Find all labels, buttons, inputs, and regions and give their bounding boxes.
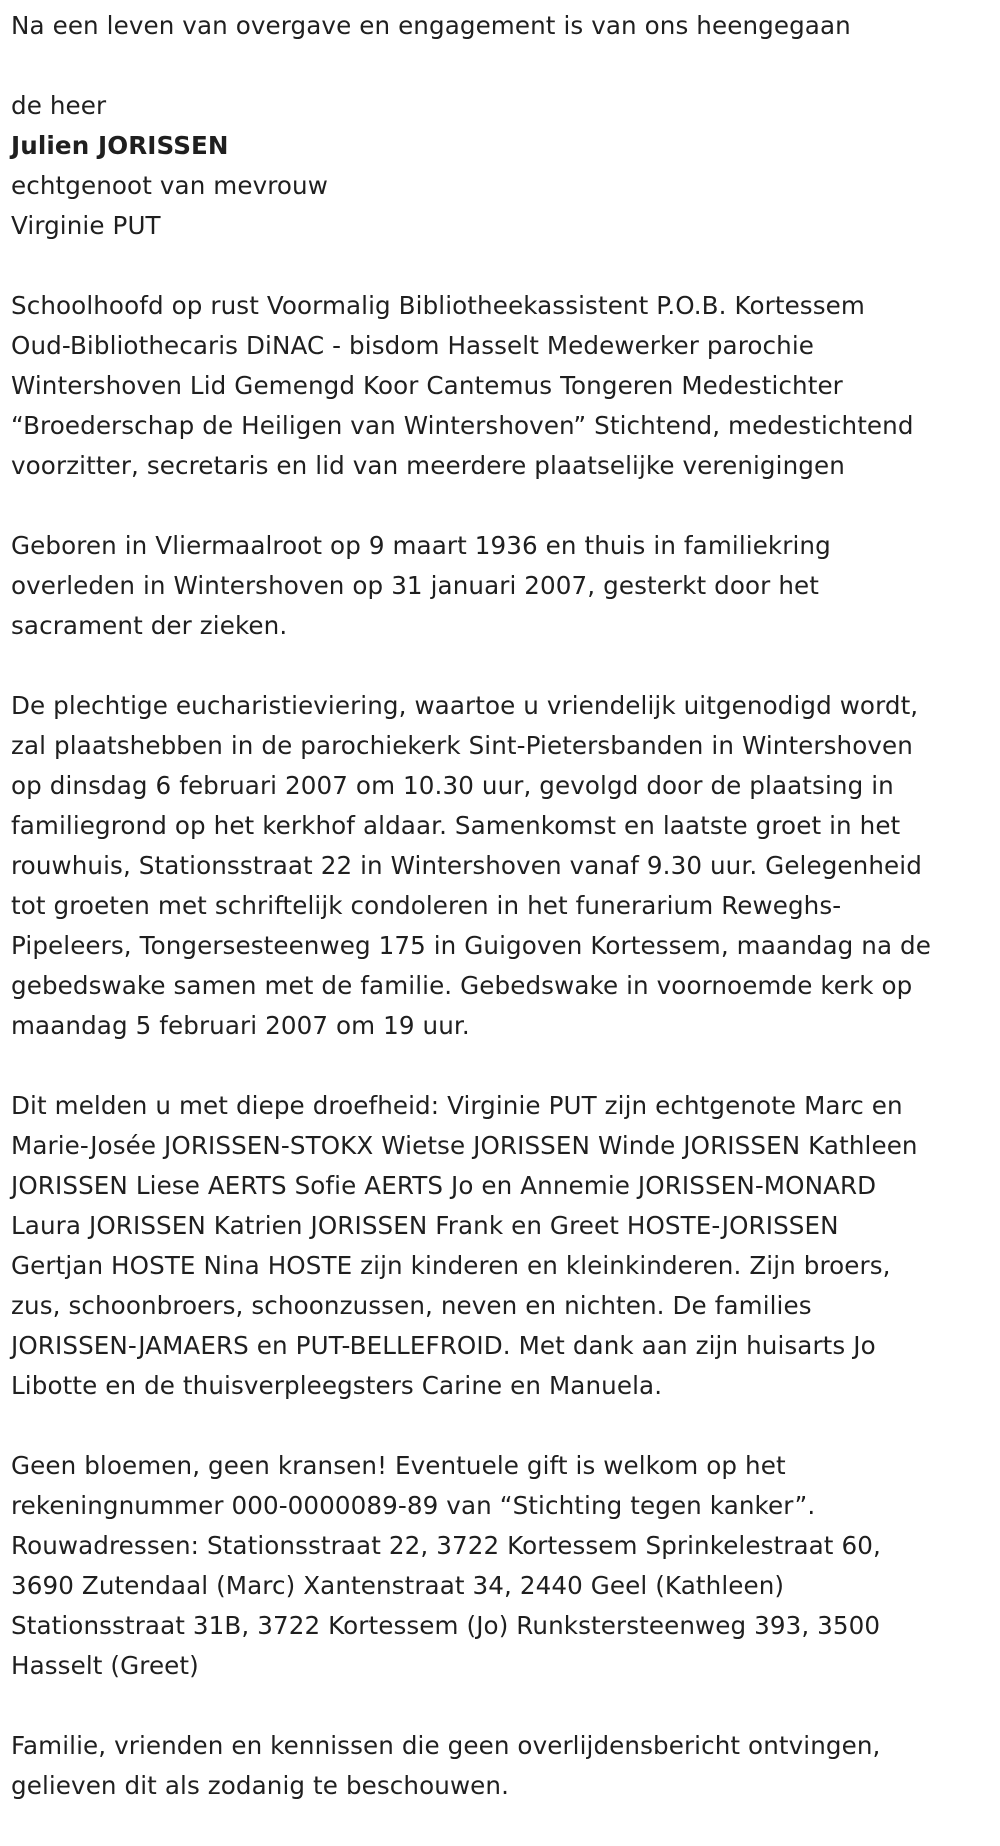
spouse-name: Virginie PUT [11,211,161,240]
notice-body [11,286,996,1806]
family-paragraph [11,1086,996,1406]
text-line: 3690 Zutendaal (Marc) Xantenstraat 34, 2440 Geel (Kathleen) [11,1571,785,1600]
text-line: Libotte en de thuisverpleegsters Carine en Manuela. [11,1371,663,1400]
spacer [11,246,996,286]
text-line: Gertjan HOSTE Nina HOSTE zijn kinderen en kleinkinderen. Zijn broers, [11,1251,891,1280]
death-notice [11,6,996,1806]
spacer [11,46,996,86]
text-line: Pipeleers, Tongersesteenweg 175 in Guigoven Kortessem, maandag na de [11,931,931,960]
spouse-intro: echtgenoot van mevrouw [11,171,328,200]
text-line: Familie, vrienden en kennissen die geen overlijdensbericht ontvingen, [11,1731,881,1760]
text-line: sacrament der zieken. [11,611,288,640]
text-line: zal plaatshebben in de parochiekerk Sint-Pietersbanden in Wintershoven [11,731,913,760]
text-line: gelieven dit als zodanig te beschouwen. [11,1771,509,1800]
text-line: Wintershoven Lid Gemengd Koor Cantemus Tongeren Medestichter [11,371,843,400]
text-line: JORISSEN-JAMAERS en PUT-BELLEFROID. Met dank aan zijn huisarts Jo [11,1331,876,1360]
text-line: Stationsstraat 31B, 3722 Kortessem (Jo) Runkstersteenweg 393, 3500 [11,1611,881,1640]
spacer [11,1046,996,1086]
spacer [11,486,996,526]
text-line: tot groeten met schriftelijk condoleren in het funerarium Reweghs- [11,891,842,920]
text-line: zus, schoonbroers, schoonzussen, neven en nichten. De families [11,1291,812,1320]
text-line: JORISSEN Liese AERTS Sofie AERTS Jo en Annemie JORISSEN-MONARD [11,1171,877,1200]
spacer [11,1686,996,1726]
text-line: Hasselt (Greet) [11,1651,199,1680]
text-line: overleden in Wintershoven op 31 januari 2007, gesterkt door het [11,571,819,600]
spacer [11,646,996,686]
deceased-name: Julien JORISSEN [11,131,229,160]
birth-death-paragraph [11,526,996,646]
text-line: rekeningnummer 000-0000089-89 van “Stichting tegen kanker”. [11,1491,816,1520]
text-line: familiegrond op het kerkhof aldaar. Samenkomst en laatste groet in het [11,811,901,840]
closing-paragraph [11,1726,996,1806]
text-line: Laura JORISSEN Katrien JORISSEN Frank en Greet HOSTE-JORISSEN [11,1211,839,1240]
spacer [11,1406,996,1446]
text-line: gebedswake samen met de familie. Gebedswake in voornoemde kerk op [11,971,913,1000]
text-line: “Broederschap de Heiligen van Wintershoven” Stichtend, medestichtend [11,411,914,440]
text-line: maandag 5 februari 2007 om 19 uur. [11,1011,470,1040]
intro-text: Na een leven van overgave en engagement is van ons heengegaan [11,11,851,40]
text-line: Marie-Josée JORISSEN-STOKX Wietse JORISSEN Winde JORISSEN Kathleen [11,1131,918,1160]
text-line: Schoolhoofd op rust Voormalig Bibliotheekassistent P.O.B. Kortessem [11,291,865,320]
text-line: op dinsdag 6 februari 2007 om 10.30 uur, gevolgd door de plaatsing in [11,771,894,800]
text-line: rouwhuis, Stationsstraat 22 in Wintershoven vanaf 9.30 uur. Gelegenheid [11,851,922,880]
text-line: Rouwadressen: Stationsstraat 22, 3722 Kortessem Sprinkelestraat 60, [11,1531,881,1560]
text-line: Geen bloemen, geen kransen! Eventuele gift is welkom op het [11,1451,786,1480]
text-line: Oud-Bibliothecaris DiNAC - bisdom Hasselt Medewerker parochie [11,331,815,360]
text-line: Geboren in Vliermaalroot op 9 maart 1936 en thuis in familiekring [11,531,831,560]
text-line: Dit melden u met diepe droefheid: Virginie PUT zijn echtgenote Marc en [11,1091,903,1120]
text-line: voorzitter, secretaris en lid van meerdere plaatselijke verenigingen [11,451,845,480]
text-line: De plechtige eucharistieviering, waartoe u vriendelijk uitgenodigd wordt, [11,691,919,720]
donation-addresses-paragraph [11,1446,996,1686]
career-paragraph [11,286,996,486]
title-prefix: de heer [11,91,107,120]
ceremony-paragraph [11,686,996,1046]
